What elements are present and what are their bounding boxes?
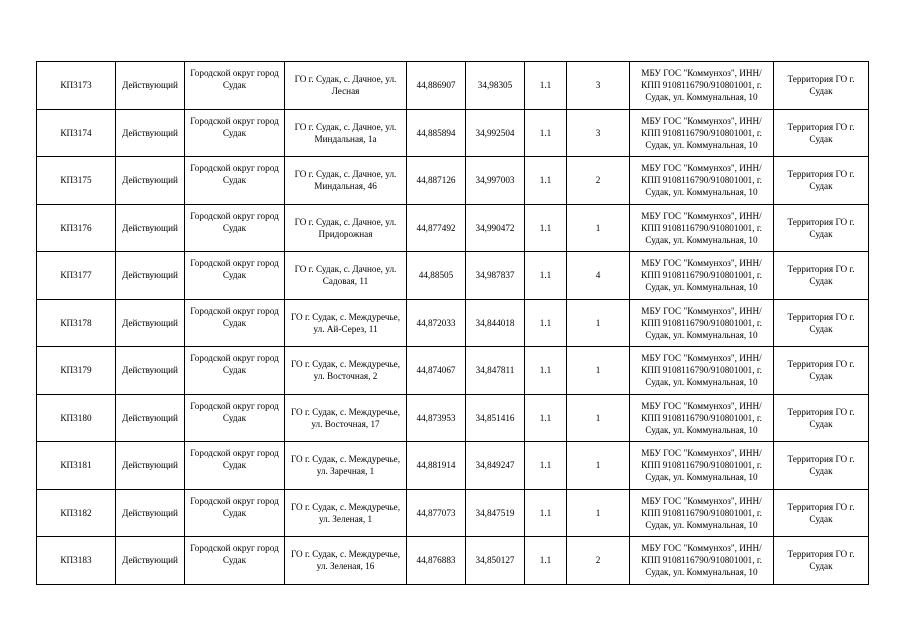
- table-row: [37, 489, 869, 537]
- latitude-cell: 44,88505: [407, 252, 466, 300]
- owner-cell: МБУ ГОС "Коммунхоз", ИНН/КПП 9108116790/910801001, г. Судак, ул. Коммунальная, 10: [630, 489, 774, 537]
- type-cell: 1.1: [525, 157, 567, 205]
- table-row: [37, 299, 869, 347]
- longitude-cell: 34,851416: [466, 394, 525, 442]
- point-id-cell: КП3182: [37, 489, 116, 537]
- container-count-cell: 1: [567, 347, 630, 395]
- latitude-cell: 44,876883: [407, 537, 466, 585]
- municipality-cell: [185, 347, 285, 395]
- latitude-cell: 44,886907: [407, 62, 466, 110]
- point-id-cell: КП3179: [37, 347, 116, 395]
- owner-cell: МБУ ГОС "Коммунхоз", ИНН/КПП 9108116790/910801001, г. Судак, ул. Коммунальная, 10: [630, 204, 774, 252]
- territory-cell: Территория ГО г. Судак: [774, 252, 869, 300]
- latitude-cell: 44,872033: [407, 299, 466, 347]
- type-cell: 1.1: [525, 442, 567, 490]
- point-id-cell: КП3175: [37, 157, 116, 205]
- municipality-cell: [185, 157, 285, 205]
- status-cell: Действующий: [116, 489, 185, 537]
- status-cell: Действующий: [116, 62, 185, 110]
- municipality-text: Городской округ город Судак: [190, 353, 279, 376]
- table-row: [37, 252, 869, 300]
- point-id-cell: КП3177: [37, 252, 116, 300]
- container-count-cell: 2: [567, 537, 630, 585]
- latitude-cell: 44,885894: [407, 109, 466, 157]
- owner-cell: МБУ ГОС "Коммунхоз", ИНН/КПП 9108116790/910801001, г. Судак, ул. Коммунальная, 10: [630, 157, 774, 205]
- table-row: [37, 109, 869, 157]
- owner-cell: МБУ ГОС "Коммунхоз", ИНН/КПП 9108116790/910801001, г. Судак, ул. Коммунальная, 10: [630, 62, 774, 110]
- table-row: [37, 62, 869, 110]
- municipality-text: Городской округ город Судак: [190, 163, 279, 186]
- type-cell: 1.1: [525, 537, 567, 585]
- type-cell: 1.1: [525, 252, 567, 300]
- municipality-cell: [185, 489, 285, 537]
- municipality-cell: [185, 299, 285, 347]
- owner-cell: МБУ ГОС "Коммунхоз", ИНН/КПП 9108116790/910801001, г. Судак, ул. Коммунальная, 10: [630, 442, 774, 490]
- table-row: [37, 204, 869, 252]
- longitude-cell: 34,992504: [466, 109, 525, 157]
- municipality-cell: [185, 442, 285, 490]
- municipality-cell: [185, 252, 285, 300]
- owner-cell: МБУ ГОС "Коммунхоз", ИНН/КПП 9108116790/910801001, г. Судак, ул. Коммунальная, 10: [630, 347, 774, 395]
- municipality-text: Городской округ город Судак: [190, 115, 279, 138]
- latitude-cell: 44,887126: [407, 157, 466, 205]
- territory-cell: Территория ГО г. Судак: [774, 62, 869, 110]
- territory-cell: Территория ГО г. Судак: [774, 299, 869, 347]
- owner-cell: МБУ ГОС "Коммунхоз", ИНН/КПП 9108116790/910801001, г. Судак, ул. Коммунальная, 10: [630, 109, 774, 157]
- address-cell: ГО г. Судак, с. Междуречье, ул. Зеленая, 16: [285, 537, 407, 585]
- municipality-cell: [185, 537, 285, 585]
- owner-cell: МБУ ГОС "Коммунхоз", ИНН/КПП 9108116790/910801001, г. Судак, ул. Коммунальная, 10: [630, 252, 774, 300]
- longitude-cell: 34,850127: [466, 537, 525, 585]
- territory-cell: Территория ГО г. Судак: [774, 204, 869, 252]
- address-cell: ГО г. Судак, с. Дачное, ул. Садовая, 11: [285, 252, 407, 300]
- registry-table: [36, 61, 869, 585]
- latitude-cell: 44,877492: [407, 204, 466, 252]
- municipality-text: Городской округ город Судак: [190, 305, 279, 328]
- address-cell: ГО г. Судак, с. Дачное, ул. Лесная: [285, 62, 407, 110]
- status-cell: Действующий: [116, 157, 185, 205]
- address-cell: ГО г. Судак, с. Дачное, ул. Миндальная, 46: [285, 157, 407, 205]
- longitude-cell: 34,987837: [466, 252, 525, 300]
- status-cell: Действующий: [116, 347, 185, 395]
- territory-cell: Территория ГО г. Судак: [774, 394, 869, 442]
- container-count-cell: 3: [567, 109, 630, 157]
- type-cell: 1.1: [525, 204, 567, 252]
- status-cell: Действующий: [116, 204, 185, 252]
- address-cell: ГО г. Судак, с. Междуречье, ул. Восточная, 17: [285, 394, 407, 442]
- owner-cell: МБУ ГОС "Коммунхоз", ИНН/КПП 9108116790/910801001, г. Судак, ул. Коммунальная, 10: [630, 394, 774, 442]
- status-cell: Действующий: [116, 537, 185, 585]
- territory-cell: Территория ГО г. Судак: [774, 537, 869, 585]
- container-count-cell: 1: [567, 299, 630, 347]
- longitude-cell: 34,990472: [466, 204, 525, 252]
- longitude-cell: 34,847519: [466, 489, 525, 537]
- status-cell: Действующий: [116, 109, 185, 157]
- address-cell: ГО г. Судак, с. Дачное, ул. Миндальная, 1а: [285, 109, 407, 157]
- point-id-cell: КП3178: [37, 299, 116, 347]
- address-cell: ГО г. Судак, с. Междуречье, ул. Заречная, 1: [285, 442, 407, 490]
- point-id-cell: КП3173: [37, 62, 116, 110]
- municipality-text: Городской округ город Судак: [190, 400, 279, 423]
- municipality-cell: [185, 394, 285, 442]
- latitude-cell: 44,877073: [407, 489, 466, 537]
- owner-cell: МБУ ГОС "Коммунхоз", ИНН/КПП 9108116790/910801001, г. Судак, ул. Коммунальная, 10: [630, 537, 774, 585]
- container-count-cell: 1: [567, 394, 630, 442]
- longitude-cell: 34,844018: [466, 299, 525, 347]
- type-cell: 1.1: [525, 489, 567, 537]
- longitude-cell: 34,847811: [466, 347, 525, 395]
- municipality-text: Городской округ город Судак: [190, 210, 279, 233]
- longitude-cell: 34,849247: [466, 442, 525, 490]
- container-count-cell: 1: [567, 442, 630, 490]
- municipality-text: Городской округ город Судак: [190, 543, 279, 566]
- table-row: [37, 394, 869, 442]
- owner-cell: МБУ ГОС "Коммунхоз", ИНН/КПП 9108116790/910801001, г. Судак, ул. Коммунальная, 10: [630, 299, 774, 347]
- status-cell: Действующий: [116, 394, 185, 442]
- table-body: [37, 62, 869, 585]
- point-id-cell: КП3180: [37, 394, 116, 442]
- municipality-cell: [185, 62, 285, 110]
- type-cell: 1.1: [525, 394, 567, 442]
- status-cell: Действующий: [116, 252, 185, 300]
- address-cell: ГО г. Судак, с. Междуречье, ул. Восточная, 2: [285, 347, 407, 395]
- point-id-cell: КП3174: [37, 109, 116, 157]
- latitude-cell: 44,881914: [407, 442, 466, 490]
- address-cell: ГО г. Судак, с. Междуречье, ул. Ай-Серез, 11: [285, 299, 407, 347]
- table-row: [37, 347, 869, 395]
- address-cell: ГО г. Судак, с. Междуречье, ул. Зеленая, 1: [285, 489, 407, 537]
- municipality-text: Городской округ город Судак: [190, 68, 279, 91]
- municipality-text: Городской округ город Судак: [190, 448, 279, 471]
- point-id-cell: КП3176: [37, 204, 116, 252]
- table-row: [37, 157, 869, 205]
- status-cell: Действующий: [116, 299, 185, 347]
- municipality-cell: [185, 109, 285, 157]
- municipality-text: Городской округ город Судак: [190, 258, 279, 281]
- type-cell: 1.1: [525, 347, 567, 395]
- territory-cell: Территория ГО г. Судак: [774, 442, 869, 490]
- type-cell: 1.1: [525, 109, 567, 157]
- point-id-cell: КП3183: [37, 537, 116, 585]
- point-id-cell: КП3181: [37, 442, 116, 490]
- territory-cell: Территория ГО г. Судак: [774, 109, 869, 157]
- table-row: [37, 442, 869, 490]
- container-count-cell: 4: [567, 252, 630, 300]
- type-cell: 1.1: [525, 62, 567, 110]
- latitude-cell: 44,874067: [407, 347, 466, 395]
- longitude-cell: 34,98305: [466, 62, 525, 110]
- container-count-cell: 2: [567, 157, 630, 205]
- type-cell: 1.1: [525, 299, 567, 347]
- container-count-cell: 1: [567, 204, 630, 252]
- territory-cell: Территория ГО г. Судак: [774, 489, 869, 537]
- container-count-cell: 3: [567, 62, 630, 110]
- status-cell: Действующий: [116, 442, 185, 490]
- territory-cell: Территория ГО г. Судак: [774, 157, 869, 205]
- table-row: [37, 537, 869, 585]
- municipality-cell: [185, 204, 285, 252]
- address-cell: ГО г. Судак, с. Дачное, ул. Придорожная: [285, 204, 407, 252]
- container-count-cell: 1: [567, 489, 630, 537]
- longitude-cell: 34,997003: [466, 157, 525, 205]
- municipality-text: Городской округ город Судак: [190, 495, 279, 518]
- territory-cell: Территория ГО г. Судак: [774, 347, 869, 395]
- latitude-cell: 44,873953: [407, 394, 466, 442]
